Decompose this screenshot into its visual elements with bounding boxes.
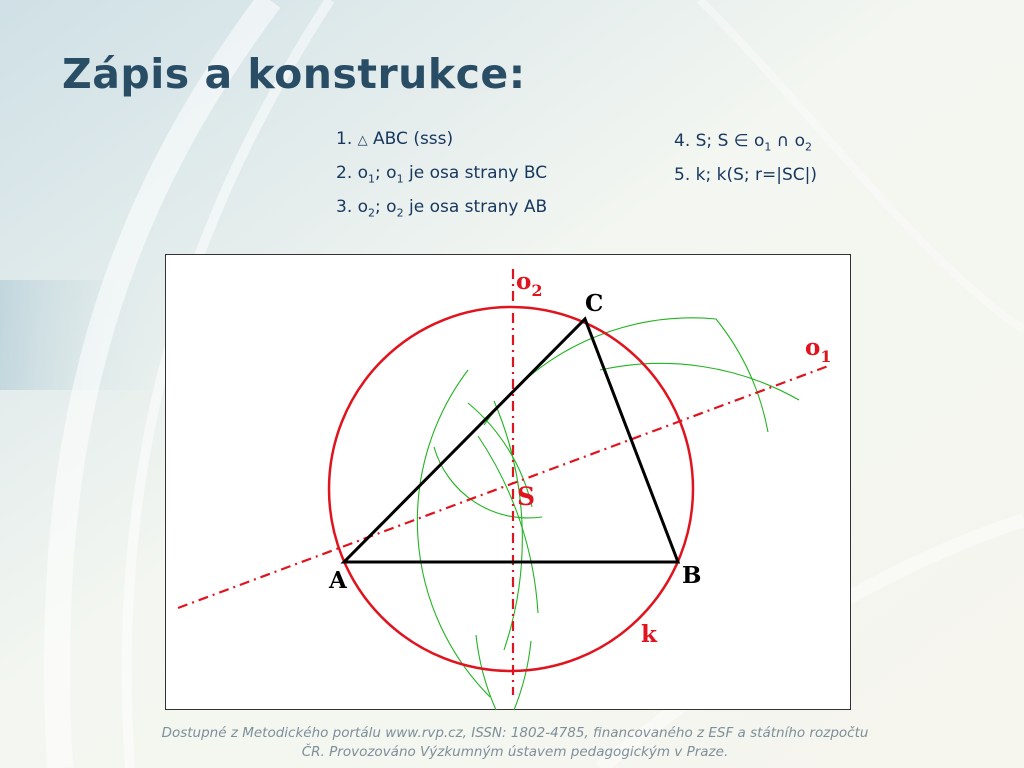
step-2-part-a: o (357, 163, 369, 183)
step-3-sub-b: 2 (396, 206, 404, 220)
step-5 (674, 165, 817, 199)
point-c-label: C (585, 290, 604, 317)
step-2-text: je osa strany BC (403, 163, 548, 183)
step-3 (336, 197, 547, 231)
step-2-number: 2. (336, 163, 353, 183)
triangle-icon: △ (357, 133, 368, 148)
point-a-label: A (329, 567, 347, 594)
arc-from-a-large (494, 401, 522, 650)
step-3-number: 3. (336, 197, 353, 217)
step-4 (674, 131, 817, 165)
step-4-number: 4. (674, 131, 691, 151)
step-3-sub-a: 2 (368, 206, 376, 220)
arc-from-b-large (478, 436, 538, 613)
construction-figure (165, 254, 851, 710)
arc-from-c-lower (417, 370, 490, 697)
step-4-mid: ∩ o (771, 131, 806, 151)
step-5-text: k; k(S; r=|SC|) (695, 165, 817, 185)
axis-o1-subscript: 1 (820, 347, 832, 366)
step-5-number: 5. (674, 165, 691, 185)
footer-line-1: Dostupné z Metodického portálu www.rvp.cz, ISSN: 1802-4785, financovaného z ESF a státního rozpočtu (161, 725, 869, 741)
arc-from-c-large (600, 363, 799, 400)
construction-steps-left (336, 129, 547, 231)
axis-o1-label (805, 334, 831, 366)
step-4-sub-b: 2 (805, 140, 813, 154)
step-2-sub-a: 1 (368, 172, 376, 186)
arc-from-b-bottom (514, 641, 531, 710)
step-3-part-b: ; o (375, 197, 397, 217)
construction-steps-right (674, 131, 817, 199)
slide-title: Zápis a konstrukce: (62, 50, 526, 98)
step-4-text: S; S ∈ o (695, 131, 765, 151)
step-1-number: 1. (336, 129, 353, 149)
axis-o2-letter: o (516, 268, 532, 295)
arc-from-a-bottom (476, 635, 496, 710)
step-1-text: ABC (sss) (373, 129, 454, 149)
axis-o1-letter: o (805, 334, 821, 361)
arc-from-b-upper (484, 318, 768, 432)
footer-line-2: ČR. Provozováno Výzkumným ústavem pedagogickým v Praze. (301, 744, 729, 760)
point-b-label: B (682, 562, 702, 589)
step-3-text: je osa strany AB (403, 197, 548, 217)
step-4-sub-a: 1 (764, 140, 772, 154)
step-3-part-a: o (357, 197, 369, 217)
axis-o2-label (516, 268, 542, 300)
construction-drawing (166, 255, 852, 711)
center-s-label: S (517, 482, 536, 511)
step-2-part-b: ; o (375, 163, 397, 183)
step-2-sub-b: 1 (396, 172, 404, 186)
step-2 (336, 163, 547, 197)
triangle-abc (344, 319, 678, 562)
footer-attribution (70, 724, 960, 762)
axis-o2-subscript: 2 (531, 281, 543, 300)
step-1 (336, 129, 547, 163)
circumcircle-k (329, 307, 693, 671)
circle-k-label: k (641, 621, 657, 648)
